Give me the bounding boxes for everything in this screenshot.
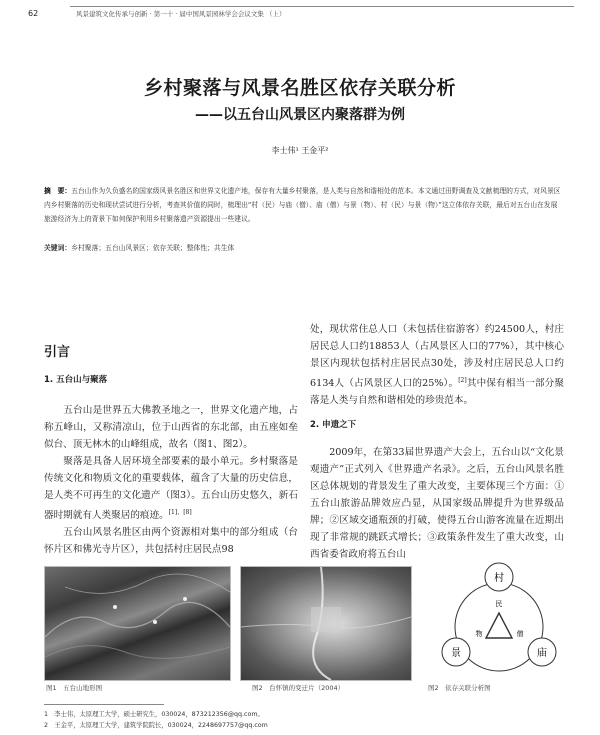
edge-label-people: 民 bbox=[495, 600, 503, 608]
right-column-body bbox=[310, 444, 564, 563]
relation-diagram-svg bbox=[424, 560, 574, 685]
right-column-body-top bbox=[310, 321, 564, 409]
subsection-title-2: 2. 申遗之下 bbox=[310, 420, 357, 430]
node-scenery: 景 bbox=[451, 648, 461, 659]
figure-relation-diagram bbox=[424, 560, 574, 685]
keywords-label: 关键词： bbox=[44, 244, 72, 252]
abstract bbox=[44, 184, 564, 226]
paragraph: 2009年，在第33届世界遗产大会上，五台山以“文化景观遗产”正式列入《世界遗产名录》。之后，五台山风景名胜区总体规划的背景发生了重大改变，主要体现三个方面：①五台山旅游品牌效应凸显，从国家级品牌提升为世界级品牌；②区域交通瓶颈的打破，使得五台山游客流量在近期出现了非常规的跳跃式增长；③政策条件发生了重大改变，山西省委省政府将五台山 bbox=[310, 447, 564, 560]
figure3-caption: 图2 依存关联分析图 bbox=[428, 684, 491, 692]
header-rule bbox=[70, 6, 574, 7]
section-title-intro: 引言 bbox=[44, 345, 71, 360]
paper-title: 乡村聚落与风景名胜区依存关联分析 bbox=[143, 77, 456, 99]
running-title: 风景建筑文化传承与创新 · 第一十 · 届中国风景园林学会会议文集 （上） bbox=[76, 10, 286, 18]
figure-terrain-map bbox=[44, 566, 231, 681]
node-village: 村 bbox=[494, 573, 504, 584]
paragraph: 处，现状常住总人口（未包括住宿游客）约24500人，村庄居民总人口约18853人（占风景区人口的77%），其中核心景区内现状包括村庄居民点30处，涉及村庄居民总人口约6134人（占风景区人口的25%）。[2]其中保有相当一部分聚落是人类与自然和谐相处的珍贵范本。 bbox=[310, 324, 564, 407]
abstract-label: 摘 要： bbox=[44, 187, 72, 195]
node-temple: 庙 bbox=[537, 648, 547, 659]
terrain-texture bbox=[45, 567, 230, 680]
abstract-text: 五台山作为久负盛名的国家级风景名胜区和世界文化遗产地，保存有大量乡村聚落，是人类与自然和谐相处的范本。本文通过田野调查及文献梳理的方式，对风景区内乡村聚落的历史和现状尝试进行分析，考查其价值的同时，梳理出“村（民）与庙（僧）、庙（僧）与景（物）、村（民）与景（物）”这立体依存关联，最后对五台山在发展旅游经济为上的背景下如何保护利用乡村聚落遗产资源提出一些建议。 bbox=[44, 187, 561, 223]
footnote-rule bbox=[44, 704, 164, 705]
page-number: 62 bbox=[28, 9, 39, 18]
left-column-body bbox=[44, 402, 298, 558]
authors: 李士伟¹ 王金平² bbox=[271, 146, 329, 155]
subsection-title-1: 1. 五台山与聚落 bbox=[44, 375, 108, 385]
figure1-caption: 图1 五台山地形图 bbox=[46, 684, 103, 692]
citation: [2] bbox=[458, 377, 467, 384]
paragraph: 聚落是具备人居环境全部要素的最小单元。乡村聚落是传统文化和物质文化的重要载体，蕴含了大量的历史信息，是人类不可再生的文化遗产（图3）。五台山历史悠久，新石器时期就有人类聚居的痕迹。[1]，[8] bbox=[44, 456, 298, 522]
edge-label-monks: 僧 bbox=[516, 630, 524, 638]
figure-aerial-photo bbox=[240, 566, 412, 681]
paper-subtitle: ——以五台山风景区内聚落群为例 bbox=[195, 107, 405, 123]
paragraph: 五台山是世界五大佛教圣地之一，世界文化遗产地，占称五峰山，又称清凉山，位于山西省的东北部，由五座如垒似台、顶无林木的山峰组成，故名（图1、图2）。 bbox=[44, 405, 298, 450]
paragraph: 五台山风景名胜区由两个资源相对集中的部分组成（台怀片区和佛光寺片区），共包括村庄居民点98 bbox=[44, 527, 298, 556]
keywords bbox=[44, 242, 564, 252]
citation: [1]，[8] bbox=[168, 509, 192, 516]
figure2-caption: 图2 台怀镇的变迁片（2004） bbox=[252, 684, 345, 692]
edge-label-things: 物 bbox=[475, 630, 483, 638]
footnote-1: 1 李士伟，太原理工大学，硕士研究生，030024，873212356@qq.com。 bbox=[44, 711, 264, 718]
aerial-texture bbox=[241, 567, 411, 680]
footnote-2: 2 王金平，太原理工大学，建筑学院院长，030024，2248697757@qq.com bbox=[44, 722, 268, 729]
keywords-text: 乡村聚落；五台山风景区；依存关联；整体性；共生体 bbox=[71, 244, 235, 252]
